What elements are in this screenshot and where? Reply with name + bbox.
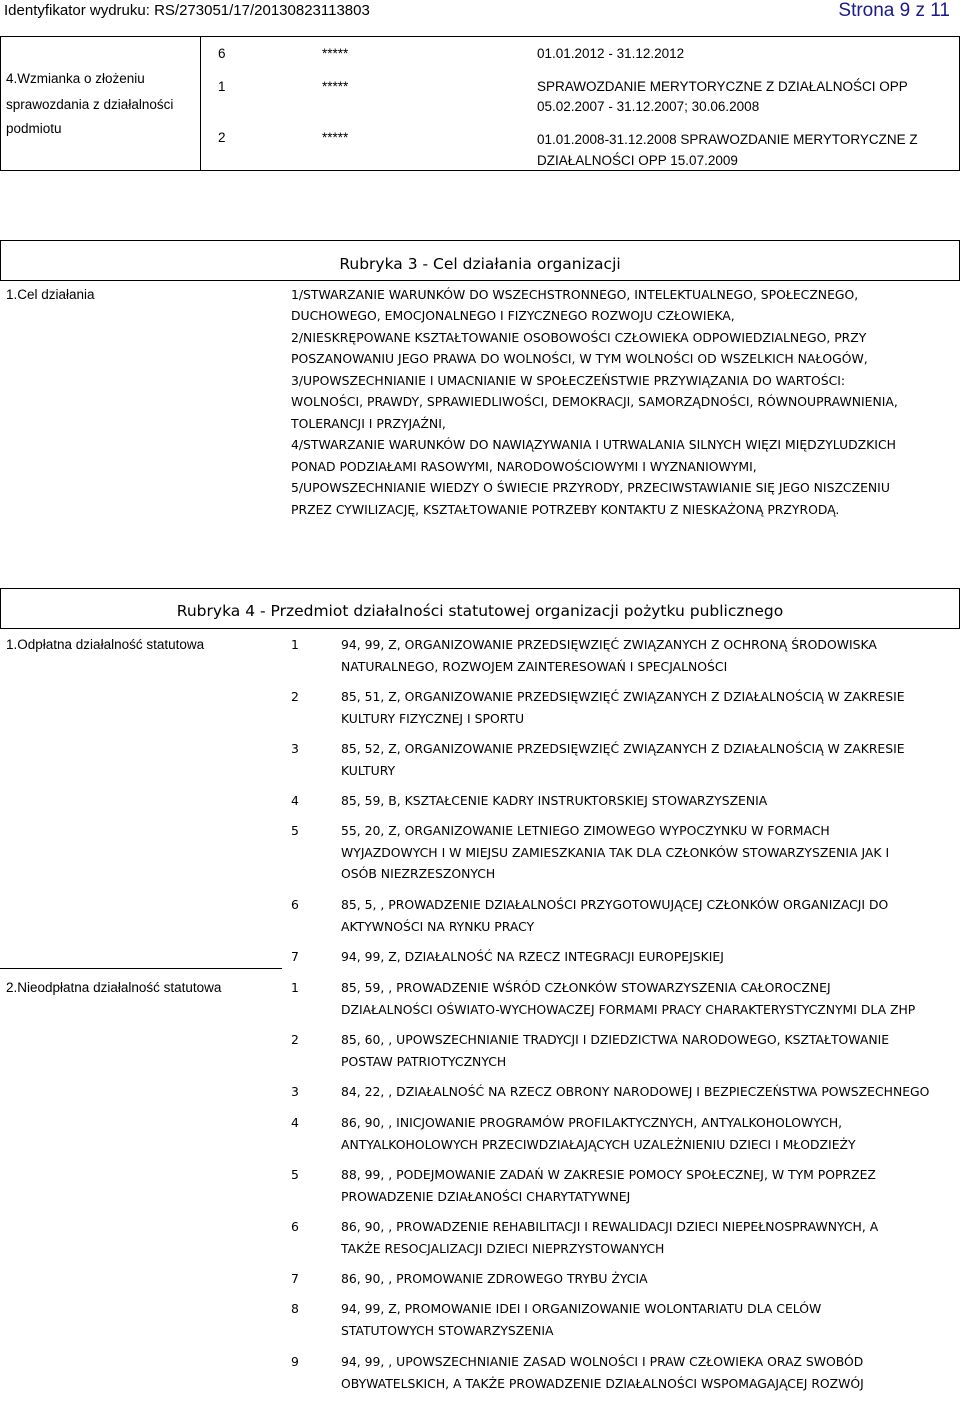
activity-description: 86, 90, , PROWADZENIE REHABILITACJI I REWALIDACJI DZIECI NIEPEŁNOSPRAWNYCH, A [341, 1219, 879, 1234]
page-number: Strona 9 z 11 [838, 0, 950, 21]
activity-number: 7 [291, 1271, 299, 1286]
activity-number: 3 [291, 741, 299, 756]
paid-activity-label: 1.Odpłatna działalność statutowa [6, 637, 205, 652]
activity-description: 86, 90, , INICJOWANIE PROGRAMÓW PROFILAKTYCZNYCH, ANTYALKOHOLOWYCH, [341, 1115, 843, 1130]
report-no: 6 [218, 46, 226, 61]
goal-line: DUCHOWEGO, EMOCJONALNEGO I FIZYCZNEGO ROZWOJU CZŁOWIEKA, [291, 308, 735, 323]
activity-description: POSTAW PATRIOTYCZNYCH [341, 1053, 507, 1069]
activity-number: 2 [291, 689, 299, 704]
goal-line: 5/UPOWSZECHNIANIE WIEDZY O ŚWIECIE PRZYRODY, PRZECIWSTAWIANIE SIĘ JEGO NISZCZENIU [291, 480, 890, 495]
activity-description: ANTYALKOHOLOWYCH PRZECIWDZIAŁAJĄCYCH UZALEŻNIENIU DZIECI I MŁODZIEŻY [341, 1136, 856, 1152]
report-desc: 05.02.2007 - 31.12.2007; 30.06.2008 [537, 99, 760, 114]
rubryka4-title: Rubryka 4 - Przedmiot działalności statutowej organizacji pożytku publicznego [176, 602, 784, 620]
activity-number: 9 [291, 1354, 299, 1369]
goal-line: WOLNOŚCI, PRAWDY, SPRAWIEDLIWOŚCI, DEMOKRACJI, SAMORZĄDNOŚCI, RÓWNOUPRAWNIENIA, [291, 394, 898, 409]
activity-number: 1 [291, 637, 299, 652]
goal-line: 3/UPOWSZECHNIANIE I UMACNIANIE W SPOŁECZEŃSTWIE PRZYWIĄZANIA DO WARTOŚCI: [291, 373, 846, 388]
activity-description: 94, 99, Z, PROMOWANIE IDEI I ORGANIZOWANIE WOLONTARIATU DLA CELÓW [341, 1301, 822, 1316]
activity-description: 84, 22, , DZIAŁALNOŚĆ NA RZECZ OBRONY NARODOWEJ I BEZPIECZEŃSTWA POWSZECHNEGO [341, 1084, 930, 1099]
activity-description: 94, 99, , UPOWSZECHNIANIE ZASAD WOLNOŚCI I PRAW CZŁOWIEKA ORAZ SWOBÓD [341, 1354, 864, 1369]
divider [0, 628, 960, 629]
activity-description: WYJAZDOWYCH I W MIEJSU ZAMIESZKANIA TAK DLA CZŁONKÓW STOWARZYSZENIA JAK I [341, 844, 890, 860]
activity-number: 5 [291, 823, 299, 838]
activity-description: 94, 99, Z, ORGANIZOWANIE PRZEDSIĘWZIĘĆ ZWIĄZANYCH Z OCHRONĄ ŚRODOWISKA [341, 637, 877, 652]
activity-number: 6 [291, 1219, 299, 1234]
report-no: 1 [218, 79, 226, 94]
activity-description: KULTURY [341, 762, 396, 778]
activity-number: 4 [291, 793, 299, 808]
activity-number: 4 [291, 1115, 299, 1130]
goal-line: PONAD PODZIAŁAMI RASOWYMI, NARODOWOŚCIOWYMI I WYZNANIOWYMI, [291, 459, 757, 474]
activity-description: 85, 5, , PROWADZENIE DZIAŁALNOŚCI PRZYGOTOWUJĄCEJ CZŁONKÓW ORGANIZACJI DO [341, 897, 889, 912]
activity-number: 8 [291, 1301, 299, 1316]
activity-description: 88, 99, , PODEJMOWANIE ZADAŃ W ZAKRESIE POMOCY SPOŁECZNEJ, W TYM POPRZEZ [341, 1167, 876, 1182]
report-desc: 01.01.2008-31.12.2008 SPRAWOZDANIE MERYTORYCZNE Z [537, 132, 918, 147]
report-desc: 01.01.2012 - 31.12.2012 [537, 46, 685, 61]
divider [0, 240, 960, 241]
activity-description: STATUTOWYCH STOWARZYSZENIA [341, 1322, 554, 1338]
activity-description: OSÓB NIEZRZESZONYCH [341, 866, 496, 881]
divider [0, 36, 1, 170]
report-desc: SPRAWOZDANIE MERYTORYCZNE Z DZIAŁALNOŚCI OPP [537, 79, 908, 94]
activity-description: 55, 20, Z, ORGANIZOWANIE LETNIEGO ZIMOWEGO WYPOCZYNKU W FORMACH [341, 823, 830, 838]
section4-label: sprawozdania z działalności [6, 97, 174, 112]
divider [0, 968, 282, 969]
activity-description: 85, 60, , UPOWSZECHNIANIE TRADYCJI I DZIEDZICTWA NARODOWEGO, KSZTAŁTOWANIE [341, 1032, 890, 1047]
divider [0, 280, 960, 281]
goal-line: PRZEZ CYWILIZACJĘ, KSZTAŁTOWANIE POTRZEBY KONTAKTU Z NIESKAŻONĄ PRZYRODĄ. [291, 502, 840, 517]
activity-number: 5 [291, 1167, 299, 1182]
activity-number: 6 [291, 897, 299, 912]
activity-description: 86, 90, , PROMOWANIE ZDROWEGO TRYBU ŻYCIA [341, 1271, 648, 1286]
report-stars: ***** [322, 130, 349, 145]
activity-description: 85, 51, Z, ORGANIZOWANIE PRZEDSIĘWZIĘĆ ZWIĄZANYCH Z DZIAŁALNOŚCIĄ W ZAKRESIE [341, 689, 905, 704]
divider [0, 170, 960, 171]
print-identifier: Identyfikator wydruku: RS/273051/17/20130823113803 [4, 2, 370, 19]
activity-description: 85, 52, Z, ORGANIZOWANIE PRZEDSIĘWZIĘĆ ZWIĄZANYCH Z DZIAŁALNOŚCIĄ W ZAKRESIE [341, 741, 905, 756]
activity-description: 85, 59, B, KSZTAŁCENIE KADRY INSTRUKTORSKIEJ STOWARZYSZENIA [341, 793, 768, 808]
report-desc: DZIAŁALNOŚCI OPP 15.07.2009 [537, 153, 738, 168]
activity-number: 2 [291, 1032, 299, 1047]
report-stars: ***** [322, 46, 349, 61]
rubryka3-title: Rubryka 3 - Cel działania organizacji [339, 255, 621, 273]
report-stars: ***** [322, 79, 349, 94]
goal-line: 2/NIESKRĘPOWANE KSZTAŁTOWANIE OSOBOWOŚCI CZŁOWIEKA ODPOWIEDZIALNEGO, PRZY [291, 330, 867, 345]
activity-description: NATURALNEGO, ROZWOJEM ZAINTERESOWAŃ I SPECJALNOŚCI [341, 658, 728, 674]
activity-description: TAKŻE RESOCJALIZACJI DZIECI NIEPRZYSTOWANYCH [341, 1240, 665, 1256]
report-no: 2 [218, 130, 226, 145]
activity-number: 1 [291, 980, 299, 995]
goal-label: 1.Cel działania [6, 287, 95, 302]
divider [0, 36, 960, 37]
section4-label: 4.Wzmianka o złożeniu [6, 71, 145, 86]
divider [0, 588, 960, 589]
activity-description: DZIAŁALNOŚCI OŚWIATO-WYCHOWACZEJ FORMAMI PRACY CHARAKTERYSTYCZNYMI DLA ZHP [341, 1001, 916, 1017]
activity-description: PROWADZENIE DZIAŁANOŚCI CHARYTATYWNEJ [341, 1188, 631, 1204]
activity-description: KULTURY FIZYCZNEJ I SPORTU [341, 710, 525, 726]
unpaid-activity-label: 2.Nieodpłatna działalność statutowa [6, 980, 222, 995]
activity-description: 85, 59, , PROWADZENIE WŚRÓD CZŁONKÓW STOWARZYSZENIA CAŁOROCZNEJ [341, 980, 831, 995]
section4-label: podmiotu [6, 121, 62, 136]
goal-line: 4/STWARZANIE WARUNKÓW DO NAWIĄZYWANIA I UTRWALANIA SILNYCH WIĘZI MIĘDZYLUDZKICH [291, 437, 896, 452]
goal-line: POSZANOWANIU JEGO PRAWA DO WOLNOŚCI, W TYM WOLNOŚCI OD WSZELKICH NAŁOGÓW, [291, 351, 868, 366]
activity-description: 94, 99, Z, DZIAŁALNOŚĆ NA RZECZ INTEGRACJI EUROPEJSKIEJ [341, 949, 724, 964]
activity-description: AKTYWNOŚCI NA RYNKU PRACY [341, 918, 535, 934]
divider [200, 36, 201, 170]
activity-description: OBYWATELSKICH, A TAKŻE PROWADZENIE DZIAŁALNOŚCI WSPOMAGAJĄCEJ ROZWÓJ [341, 1375, 864, 1391]
goal-line: 1/STWARZANIE WARUNKÓW DO WSZECHSTRONNEGO, INTELEKTUALNEGO, SPOŁECZNEGO, [291, 287, 859, 302]
activity-number: 3 [291, 1084, 299, 1099]
goal-line: TOLERANCJI I PRZYJAŹNI, [291, 416, 446, 431]
activity-number: 7 [291, 949, 299, 964]
